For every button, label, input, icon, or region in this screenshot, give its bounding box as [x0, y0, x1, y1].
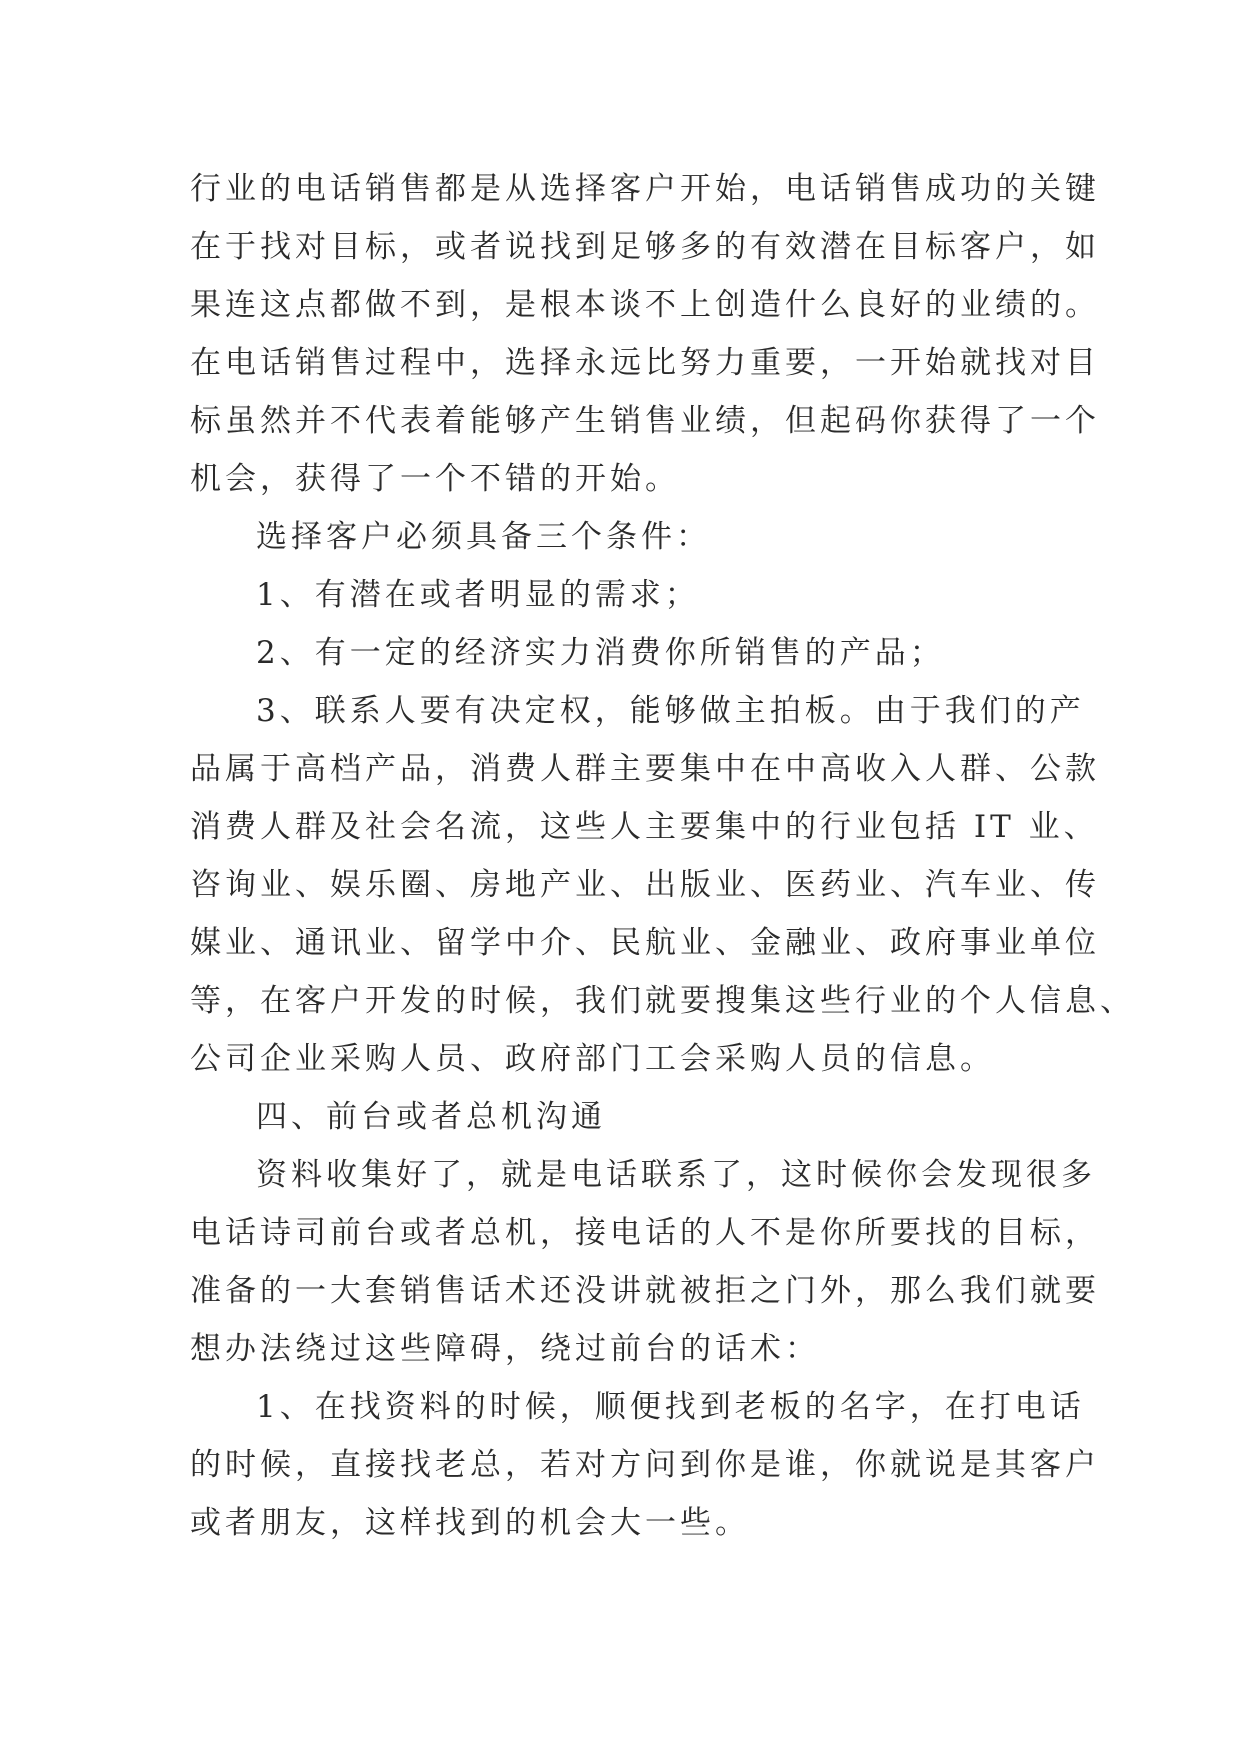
- text-line: 准备的一大套销售话术还没讲就被拒之门外，那么我们就要: [190, 1273, 1100, 1309]
- text-line: 消费人群及社会名流，这些人主要集中的行业包括 IT 业、: [190, 809, 1099, 845]
- text-line: 行业的电话销售都是从选择客户开始，电话销售成功的关键: [190, 171, 1100, 207]
- body-text: [190, 160, 1135, 1552]
- text-line: 1、有潜在或者明显的需求；: [256, 577, 700, 613]
- text-line: 等，在客户开发的时候，我们就要搜集这些行业的个人信息、: [190, 983, 1135, 1019]
- text-line: 媒业、通讯业、留学中介、民航业、金融业、政府事业单位: [190, 925, 1100, 961]
- text-line: 在电话销售过程中，选择永远比努力重要，一开始就找对目: [190, 345, 1100, 381]
- text-line: 想办法绕过这些障碍，绕过前台的话术：: [190, 1331, 820, 1367]
- text-line: 或者朋友，这样找到的机会大一些。: [190, 1505, 750, 1541]
- text-line: 品属于高档产品，消费人群主要集中在中高收入人群、公款: [190, 751, 1100, 787]
- text-line: 电话诗司前台或者总机，接电话的人不是你所要找的目标，: [190, 1215, 1100, 1251]
- text-line: 资料收集好了，就是电话联系了，这时候你会发现很多: [256, 1157, 1096, 1193]
- text-line: 公司企业采购人员、政府部门工会采购人员的信息。: [190, 1041, 995, 1077]
- text-line: 在于找对目标，或者说找到足够多的有效潜在目标客户，如: [190, 229, 1100, 265]
- text-line: 的时候，直接找老总，若对方问到你是谁，你就说是其客户: [190, 1447, 1100, 1483]
- text-line: 果连这点都做不到，是根本谈不上创造什么良好的业绩的。: [190, 287, 1100, 323]
- text-line: 机会，获得了一个不错的开始。: [190, 461, 680, 497]
- text-line: 标虽然并不代表着能够产生销售业绩，但起码你获得了一个: [190, 403, 1100, 439]
- text-line: 选择客户必须具备三个条件：: [256, 519, 711, 555]
- text-line: 2、有一定的经济实力消费你所销售的产品；: [256, 635, 945, 671]
- text-line: 1、在找资料的时候，顺便找到老板的名字，在打电话: [256, 1389, 1085, 1425]
- text-line: 咨询业、娱乐圈、房地产业、出版业、医药业、汽车业、传: [190, 867, 1100, 903]
- text-line: 3、联系人要有决定权，能够做主拍板。由于我们的产: [256, 693, 1085, 729]
- text-line: 四、前台或者总机沟通: [256, 1099, 606, 1135]
